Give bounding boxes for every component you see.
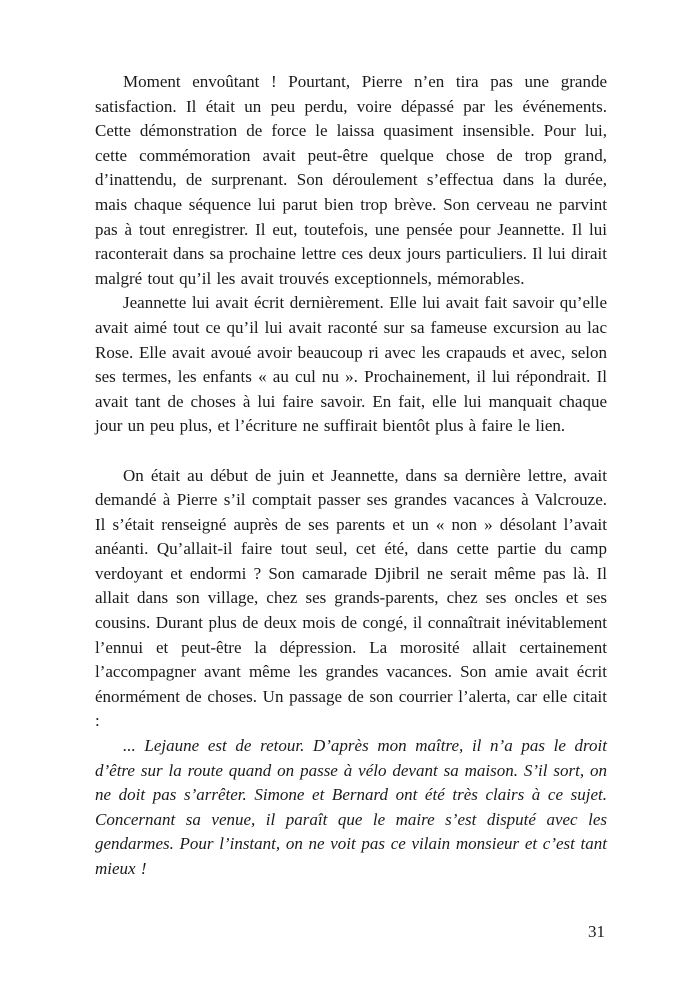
paragraph-2: Jeannette lui avait écrit dernièrement. Elle lui avait fait savoir qu’elle avait aimé tout ce qu’il lui avait raconté sur sa fameuse excursion au lac Rose. Elle avait avoué avoir beaucoup ri avec les crapauds et avec, selon ses termes, les enfants « au cul nu ». Prochainement, il lui répondrait. Il avait tant de choses à lui faire savoir. En fait, elle lui manquait chaque jour un peu plus, et l’écriture ne suffirait bientôt plus à faire le lien. bbox=[95, 293, 607, 436]
page-number: 31 bbox=[588, 922, 605, 941]
text-block bbox=[95, 70, 607, 882]
paragraph-3: On était au début de juin et Jeannette, dans sa dernière lettre, avait demandé à Pierre s’il comptait passer ses grandes vacances à Valcrouze. Il s’était renseigné auprès de ses parents et un « non » désolant l’avait anéanti. Qu’allait-il faire tout seul, cet été, dans cette partie du camp verdoyant et endormi ? Son camarade Djibril ne serait même pas là. Il allait dans son village, chez ses grands-parents, chez ses oncles et ses cousins. Durant plus de deux mois de congé, il connaîtrait inévitablement l’ennui et peut-être la dépression. La morosité allait certainement l’accompagner avant même les grandes vacances. Son amie avait écrit énormément de choses. Un passage de son courrier l’alerta, car elle citait : bbox=[95, 465, 607, 731]
paragraph-4-quote: ... Lejaune est de retour. D’après mon maître, il n’a pas le droit d’être sur la route quand on passe à vélo devant sa maison. S’il sort, on ne doit pas s’arrêter. Simone et Bernard ont été très clairs à ce sujet. Concernant sa venue, il paraît que le maire s’est disputé avec les gendarmes. Pour l’instant, on ne voit pas ce vilain monsieur et c’est tant mieux ! bbox=[95, 736, 607, 878]
paragraph-1: Moment envoûtant ! Pourtant, Pierre n’en tira pas une grande satisfaction. Il était un peu perdu, voire dépassé par les événements. Cette démonstration de force le laissa quasiment insensible. Pour lui, cette commémoration avait peut-être quelque chose de trop grand, d’inattendu, de surprenant. Son déroulement s’effectua dans la durée, mais chaque séquence lui parut bien trop brève. Son cerveau ne parvint pas à tout enregistrer. Il eut, toutefois, une pensée pour Jeannette. Il lui raconterait dans sa prochaine lettre ces deux jours particuliers. Il lui dirait malgré tout qu’il les avait trouvés exceptionnels, mémorables. bbox=[95, 72, 607, 288]
